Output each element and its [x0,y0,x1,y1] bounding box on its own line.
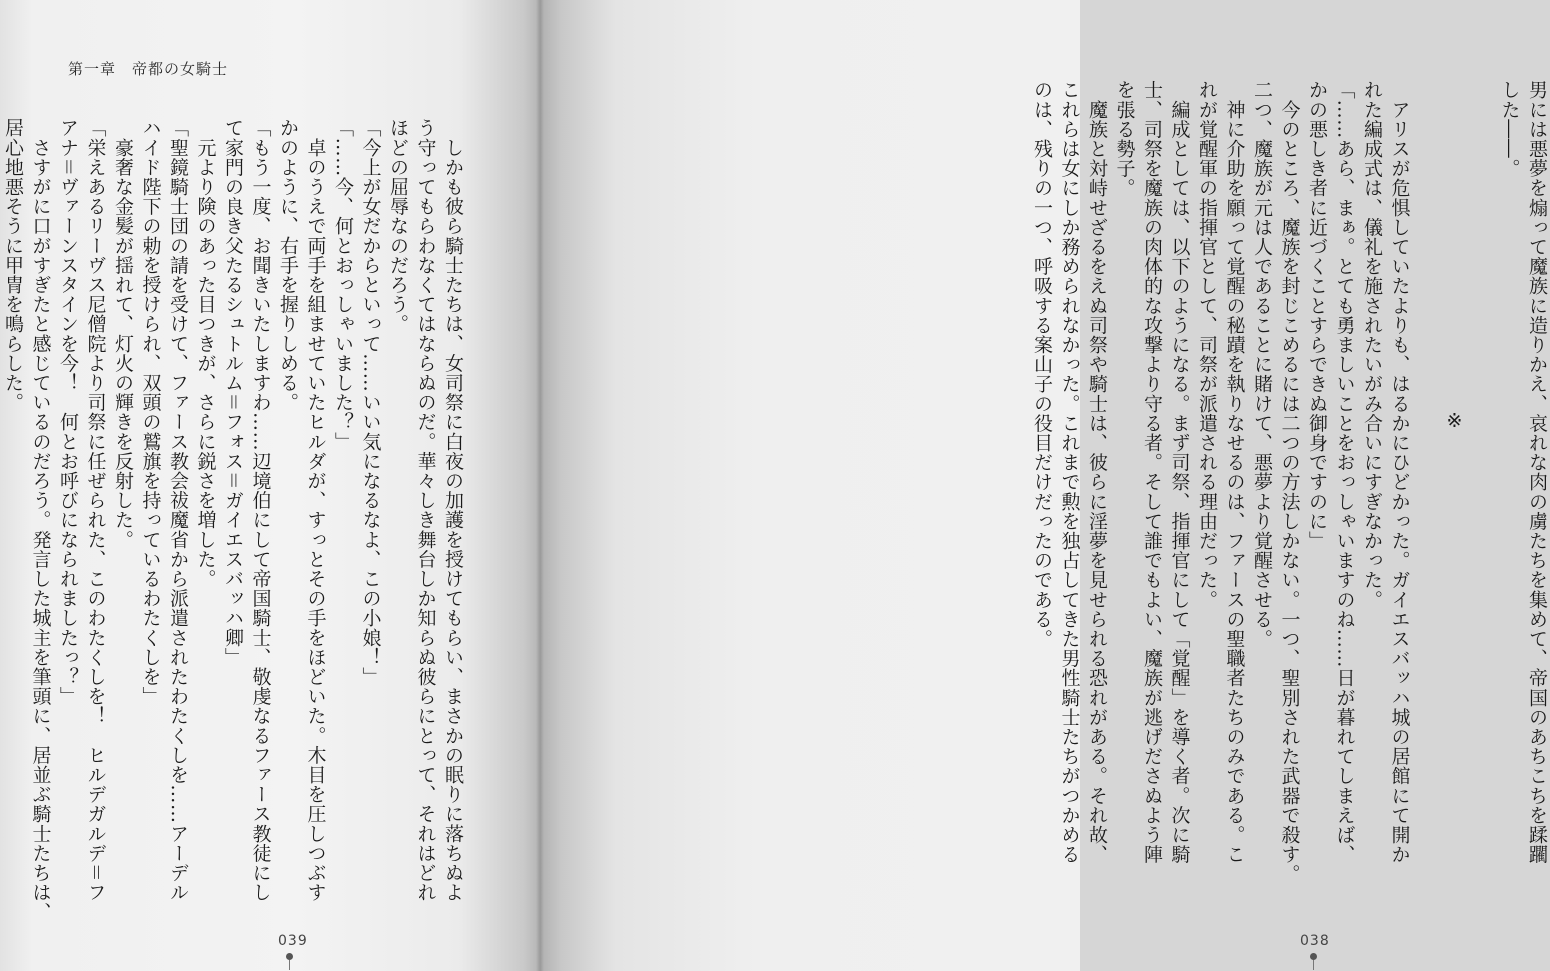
text-line: 二つ、魔族が元は人であることに賭けて、悪夢より覚醒させる。 [1251,80,1273,649]
text-line: 「もう一度、お聞きいたしますわ……辺境伯にして帝国騎士、敬虔なるファース教徒にし [249,118,272,902]
text-line: した――。 [1498,80,1521,178]
text-line: 「……あら、まぁ。とても勇ましいことをおっしゃいますのね……日が暮れてしまえば、 [1333,80,1356,864]
page-number-right: 038 [1300,933,1330,949]
text-line: 神に介助を願って覚醒の秘蹟を執りなせるのは、ファースの聖職者たちのみである。こ [1223,80,1246,864]
text-line: 豪奢な金髪が揺れて、灯火の輝きを反射した。 [112,118,134,550]
text-line: 卓のうえで両手を組ませていたヒルダが、すっとその手をほどいた。木目を圧しつぶす [304,118,327,902]
text-line: 「今上が女だからといって……いい気になるなよ、この小娘！」 [359,118,382,687]
text-line: かのように、右手を握りしめる。 [277,118,299,412]
text-line: しかも彼ら騎士たちは、女司祭に白夜の加護を授けてもらい、まさかの眠りに落ちぬよ [442,118,464,902]
page-marker-dot [1310,953,1317,960]
text-line: れた編成式は、儀礼を施されたいがみ合いにすぎなかった。 [1361,80,1383,610]
text-line [1468,80,1496,820]
text-line: 「栄えあるリーヴス尼僧院より司祭に任ぜられた、このわたくしを！ ヒルデガルデ＝フ [84,118,107,902]
text-line: 男には悪夢を煽って魔族に造りかえ、哀れな肉の虜たちを集めて、帝国のあちこちを蹂躙 [1526,80,1548,864]
text-line: ほどの屈辱なのだろう。 [387,118,409,334]
text-line: 「聖鏡騎士団の請を受けて、ファース教会祓魔省から派遣されたわたくしを……アーデル [167,118,189,902]
text-line: これらは女にしか務められなかった。これまで勲を独占してきた男性騎士たちがつかめる [1058,80,1081,864]
text-line: さすがに口がすぎたと感じているのだろう。発言した城主を筆頭に、居並ぶ騎士たちは、 [29,118,52,922]
text-line: 「……今、何とおっしゃいました？」 [332,118,354,452]
page-marker-tick [1313,960,1314,970]
text-line: を張る勢子。 [1113,80,1136,198]
text-line: かの悪しき者に近づくことすらできぬ御身ですのに」 [1306,80,1328,551]
text-line: 編成としては、以下のようになる。まず司祭、指揮官にして「覚醒」を導く者。次に騎 [1168,80,1191,864]
text-line: ハイド陛下の勅を授けられ、双頭の鷲旗を持っているわたくしを」 [139,118,162,706]
text-line [1413,80,1441,820]
text-line: アナ＝ヴァーンスタインを今！ 何とお呼びになられましたっ？」 [57,118,79,706]
text-line: う守ってもらわなくてはならぬのだ。華々しき舞台しか知らぬ彼らにとって、それはどれ [414,118,437,902]
right-page [540,0,1548,971]
section-break-mark: ※ [1443,410,1466,433]
chapter-header: 第一章 帝都の女騎士 [68,60,229,78]
text-line: れが覚醒軍の指揮官として、司祭が派遣される理由だった。 [1196,80,1218,610]
text-line: のは、残りの一つ、呼吸する案山子の役目だけだったのである。 [1031,80,1053,649]
text-line: 居心地悪そうに甲冑を鳴らした。 [2,118,24,412]
left-page-body-text [2,118,466,922]
text-line: アリスが危惧していたよりも、はるかにひどかった。ガイエスバッハ城の居館にて開か [1388,80,1411,864]
text-line: て家門の良き父たるシュトルム＝フォス＝ガイエスバッハ卿」 [222,118,244,667]
text-line: 今のところ、魔族を封じこめるには二つの方法しかない。一つ、聖別された武器で殺す。 [1278,80,1301,884]
text-line: 元より険のあった目つきが、さらに鋭さを増した。 [194,118,217,589]
text-line: 士、司祭を魔族の肉体的な攻撃より守る者。そして誰でもよい、魔族が逃げださぬよう陣 [1141,80,1163,864]
right-page-body-text [1031,80,1550,884]
page-marker-tick [289,960,290,970]
book-gutter [536,0,544,971]
text-line: 魔族と対峙せざるをえぬ司祭や騎士は、彼らに淫夢を見せられる恐れがある。それ故、 [1086,80,1108,864]
page-marker-dot [286,953,293,960]
page-number-left: 039 [278,933,308,949]
left-page [0,0,540,971]
